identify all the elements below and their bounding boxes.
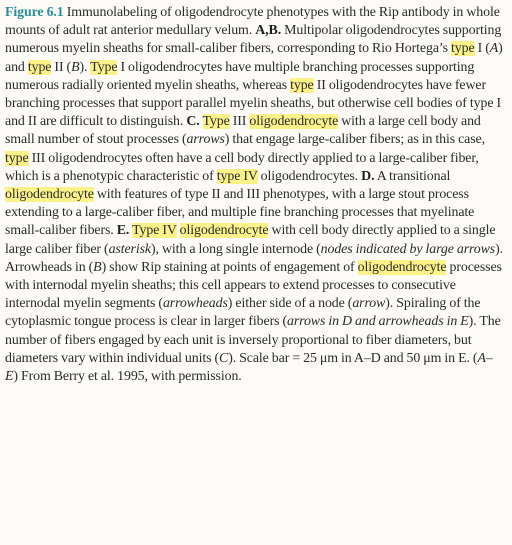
caption-text: ) that engage large-caliber fibers; as in this case, [224,132,485,148]
highlighted-term: Type [202,114,230,130]
section-label: A,B. [255,23,282,39]
caption-text: with features of type II and III phenotypes, with a large stout process extending to a large-caliber fiber, and multiple fine branching processes that myelinate small-caliber fibers. [5,187,475,239]
caption-text: with a large cell body and small number of stout processes ( [5,114,481,148]
caption-text: I oligodendrocytes have multiple branching processes supporting numerous radially oriented myelin sheaths, whereas [5,59,475,93]
caption-text: ). Scale bar = 25 μm in A–D and 50 μm in E. ( [228,350,478,366]
caption-text: II ( [51,59,72,75]
caption-text: II oligodendrocytes have fewer branching processes that support parallel myelin sheaths, but otherwise cell bodies of type I and II are difficult to distinguish. [5,77,501,130]
caption-text: ), with a long single internode ( [150,241,321,257]
highlighted-term: Type IV [132,223,177,239]
caption-text: III oligodendrocytes often have a cell body directly applied to a large-caliber fiber, which is a phenotypic characteristic of [5,150,479,184]
highlighted-term: type [27,59,52,75]
italic-reference: A–E [5,350,493,385]
caption-text: ). The number of fibers engaged by each unit is inversely proportional to fiber diameters, but diameters vary within individual units ( [5,314,501,366]
italic-reference: arrow [352,296,386,312]
italic-reference: A [489,41,499,57]
highlighted-term: type [5,150,29,166]
caption-text: with cell body directly applied to a single large caliber fiber ( [5,223,496,257]
caption-text: ) either side of a node ( [227,296,353,312]
italic-reference: arrowheads [162,296,228,312]
highlighted-term: type IV [216,168,258,184]
caption-text: oligodendrocytes. [257,168,362,184]
caption-text: ). [79,59,91,75]
italic-reference: B [93,259,102,275]
italic-reference: B [71,59,80,75]
caption-text: III [229,114,250,130]
caption-text: ). Spiraling of the cytoplasmic tongue process is clear in larger fibers ( [5,296,481,330]
caption-text: processes with internodal myelin sheaths; this cell appears to extend processes to consecutive internodal myelin segments ( [5,259,502,312]
caption-text: Multipolar oligodendrocytes supporting numerous myelin sheaths for small-caliber fibers, corresponding to Rio Hortega’s [5,23,502,57]
italic-reference: C [219,350,229,366]
caption-text: ) From Berry et al. 1995, with permission. [13,369,242,385]
section-label: C. [186,114,200,130]
caption-text: I ( [474,41,490,57]
caption-text: ) show Rip staining at points of engagement of [101,259,358,275]
italic-reference: arrows [186,132,225,148]
italic-reference: nodes indicated by large arrows [320,241,496,257]
italic-reference: arrows in D and arrowheads in E [287,314,469,330]
caption-body [5,5,503,384]
highlighted-term: oligodendrocyte [5,187,94,203]
figure-caption [5,4,504,386]
caption-text: ) and [5,41,503,75]
highlighted-term: oligodendrocyte [179,223,269,239]
caption-text: Immunolabeling of oligodendrocyte phenotypes with the Rip antibody in whole mounts of adult rat anterior medullary velum. [5,5,500,39]
italic-reference: asterisk [108,241,151,257]
highlighted-term: oligodendrocyte [249,114,339,130]
figure-label: Figure 6.1 [5,5,64,20]
section-label: E. [116,223,130,239]
caption-text: A transitional [374,168,451,184]
highlighted-term: type [290,77,314,93]
caption-text: ). Arrowheads in ( [5,241,504,275]
section-label: D. [361,168,375,184]
highlighted-term: Type [90,59,118,75]
highlighted-term: oligodendrocyte [357,259,447,275]
highlighted-term: type [451,41,475,57]
